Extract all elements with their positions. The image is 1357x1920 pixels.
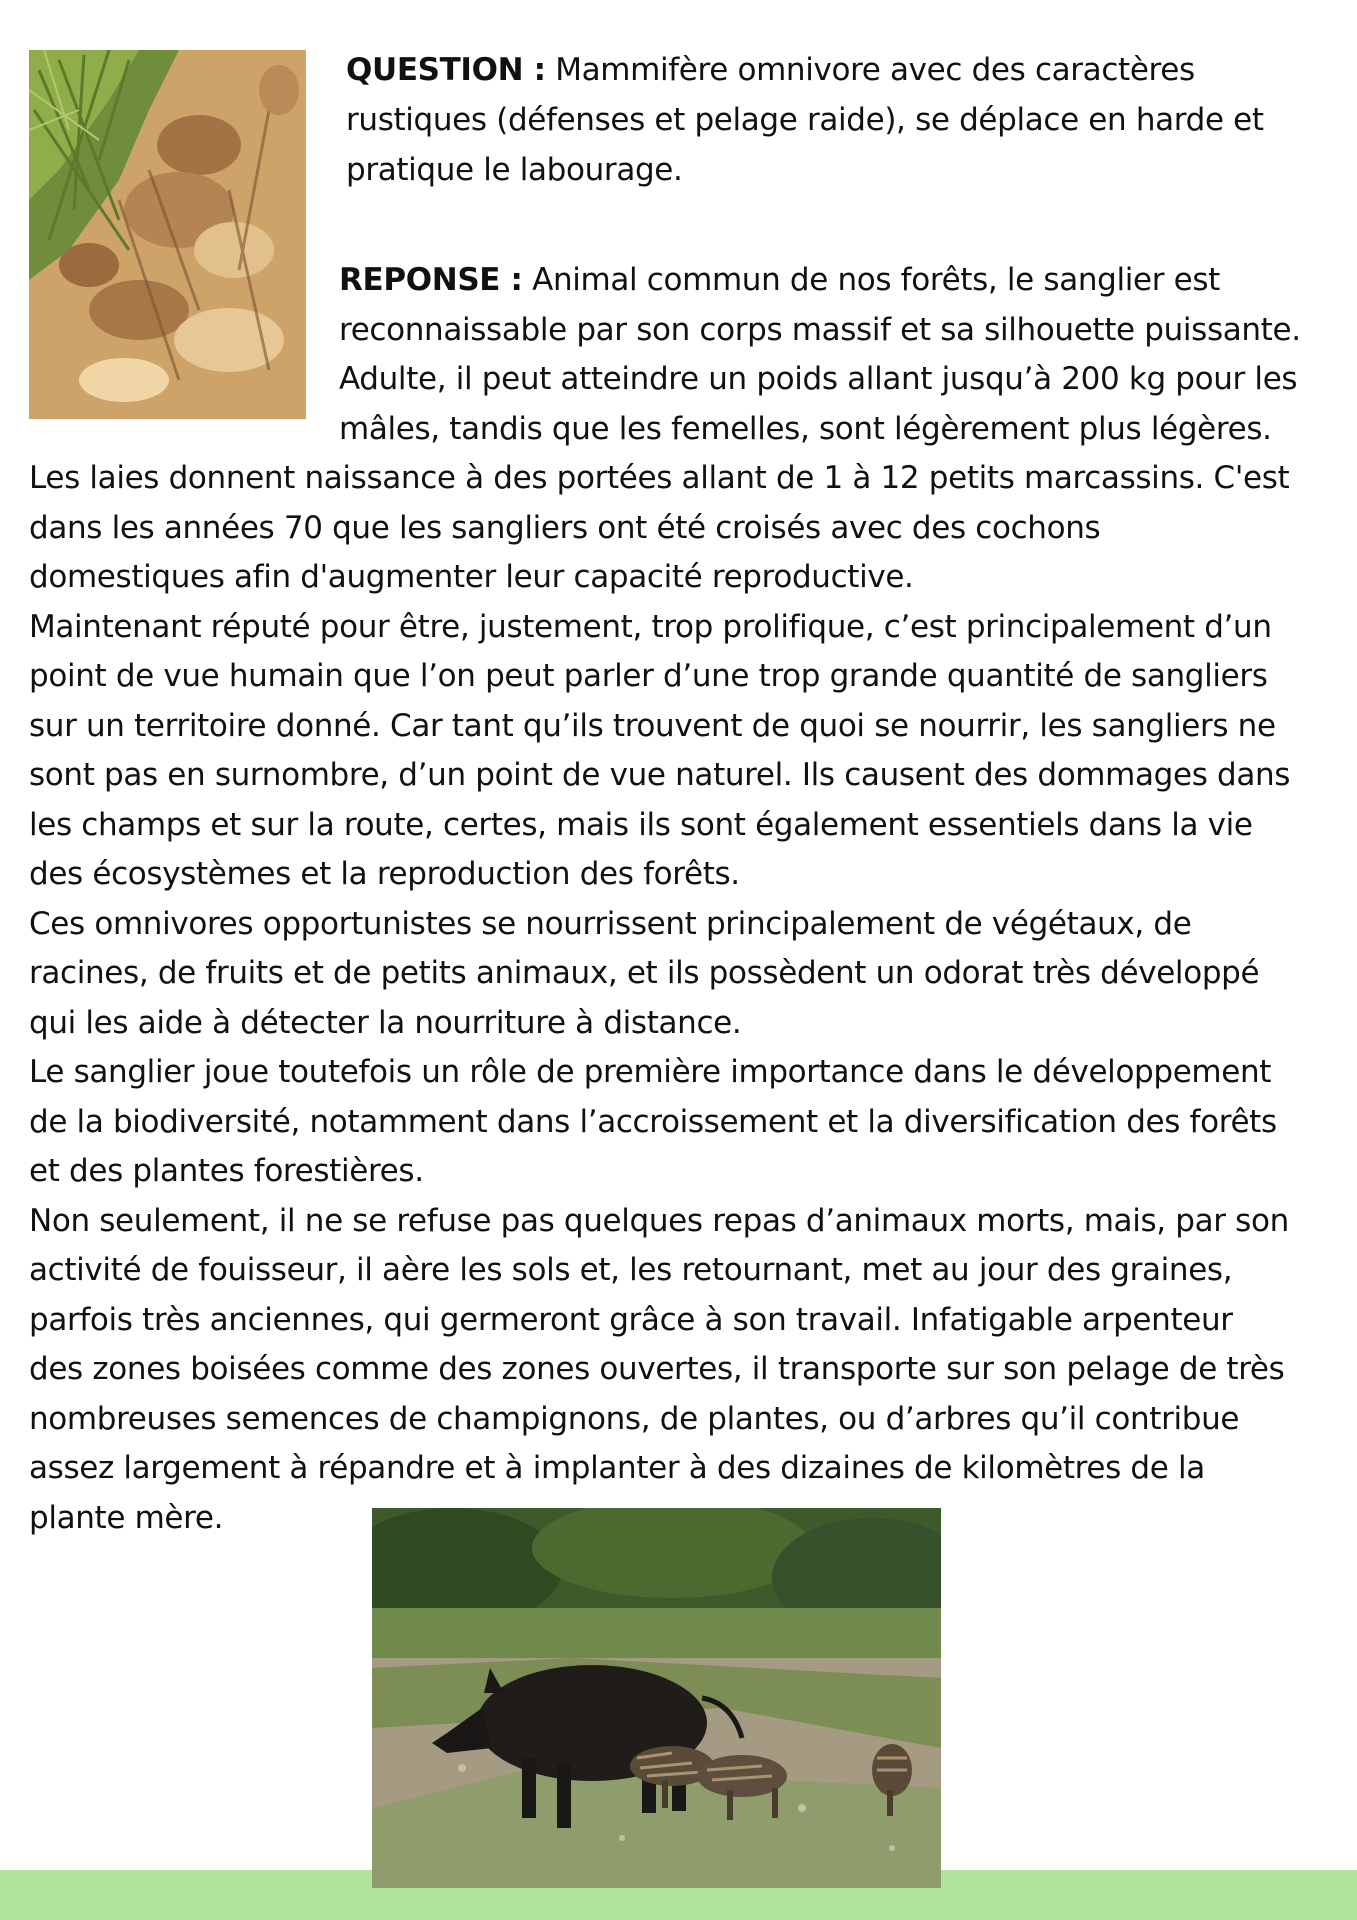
answer-line-13: des écosystèmes et la reproduction des forêts. [29, 856, 740, 892]
answer-text: Animal commun de nos forêts, le sanglier est [532, 262, 1220, 298]
answer-line-16: qui les aide à détecter la nourriture à distance. [29, 1005, 742, 1041]
answer-line-11: sont pas en surnombre, d’un point de vue naturel. Ils causent des dommages dans [29, 757, 1291, 793]
answer-line-15: racines, de fruits et de petits animaux, et ils possèdent un odorat très développé [29, 955, 1260, 991]
answer-line-2: reconnaissable par son corps massif et sa silhouette puissante. [339, 312, 1301, 348]
answer-line-20: Non seulement, il ne se refuse pas quelques repas d’animaux morts, mais, par son [29, 1203, 1289, 1239]
question-text: Mammifère omnivore avec des caractères [555, 52, 1195, 88]
answer-line-7: domestiques afin d'augmenter leur capacité reproductive. [29, 559, 914, 595]
answer-line-10: sur un territoire donné. Car tant qu’ils trouvent de quoi se nourrir, les sangliers ne [29, 708, 1276, 744]
answer-line-19: et des plantes forestières. [29, 1153, 424, 1189]
wild-boar-image [372, 1508, 941, 1888]
answer-line-21: activité de fouisseur, il aère les sols et, les retournant, met au jour des graines, [29, 1252, 1233, 1288]
answer-line-18: de la biodiversité, notamment dans l’accroissement et la diversification des forêts [29, 1104, 1277, 1140]
question-line-3: pratique le labourage. [346, 152, 683, 188]
wild-boar-photo [372, 1508, 941, 1888]
answer-line-14: Ces omnivores opportunistes se nourrissent principalement de végétaux, de [29, 906, 1192, 942]
answer-line-17: Le sanglier joue toutefois un rôle de première importance dans le développement [29, 1054, 1272, 1090]
answer-line-26: plante mère. [29, 1500, 224, 1536]
footprint-photo [29, 50, 306, 419]
question-line-2: rustiques (défenses et pelage raide), se déplace en harde et [346, 102, 1264, 138]
answer-line-22: parfois très anciennes, qui germeront grâce à son travail. Infatigable arpenteur [29, 1302, 1233, 1338]
answer-line-8: Maintenant réputé pour être, justement, trop prolifique, c’est principalement d’un [29, 609, 1272, 645]
answer-line-3: Adulte, il peut atteindre un poids allant jusqu’à 200 kg pour les [339, 361, 1298, 397]
answer-line-25: assez largement à répandre et à implanter à des dizaines de kilomètres de la [29, 1450, 1205, 1486]
answer-line-24: nombreuses semences de champignons, de plantes, ou d’arbres qu’il contribue [29, 1401, 1240, 1437]
answer-line-4: mâles, tandis que les femelles, sont légèrement plus légères. [339, 411, 1272, 447]
answer-line-12: les champs et sur la route, certes, mais ils sont également essentiels dans la vie [29, 807, 1253, 843]
answer-label: REPONSE : [339, 262, 523, 298]
question-line-1 [346, 45, 1195, 95]
answer-line-1 [339, 255, 1220, 305]
footprint-image [29, 50, 306, 419]
answer-line-9: point de vue humain que l’on peut parler d’une trop grande quantité de sangliers [29, 658, 1268, 694]
answer-line-5: Les laies donnent naissance à des portées allant de 1 à 12 petits marcassins. C'est [29, 460, 1290, 496]
answer-line-23: des zones boisées comme des zones ouvertes, il transporte sur son pelage de très [29, 1351, 1285, 1387]
question-label: QUESTION : [346, 52, 546, 88]
answer-line-6: dans les années 70 que les sangliers ont été croisés avec des cochons [29, 510, 1101, 546]
